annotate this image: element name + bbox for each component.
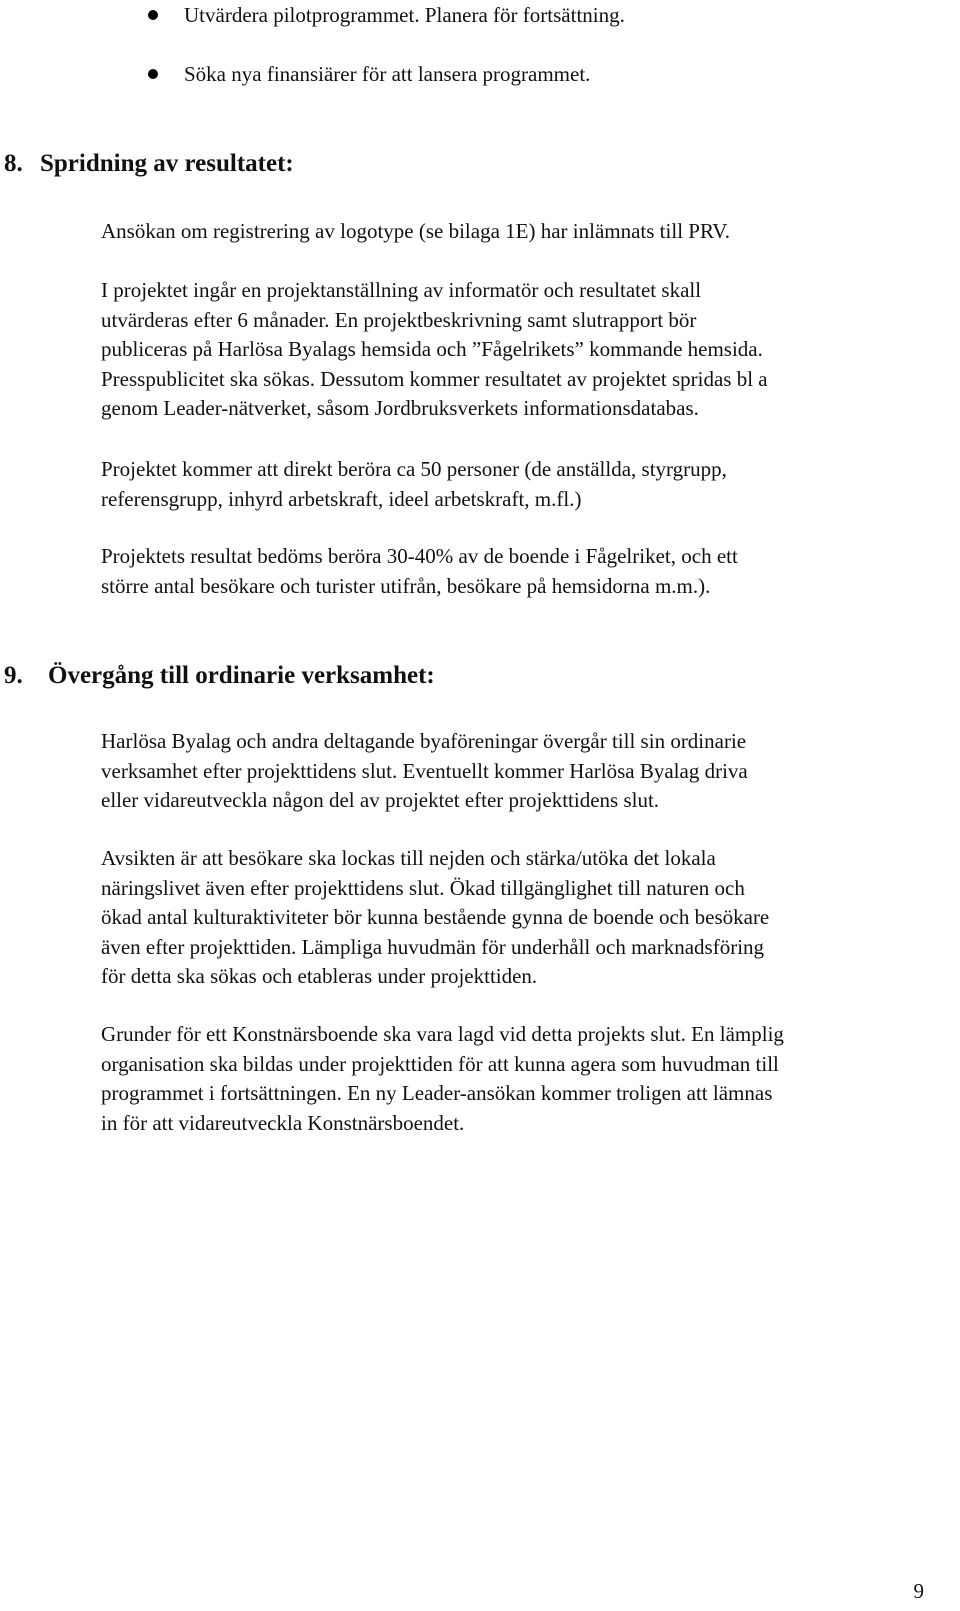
text-line: för detta ska sökas och etableras under projekttiden.: [101, 964, 538, 988]
bullet-dot-icon: [148, 10, 158, 20]
paragraph: [101, 727, 941, 816]
text-line: Presspublicitet ska sökas. Dessutom kommer resultatet av projektet spridas bl a: [101, 366, 768, 391]
text-line: Avsikten är att besökare ska lockas till nejden och stärka/utöka det lokala: [101, 846, 716, 870]
text-line: Projektet kommer att direkt beröra ca 50 personer (de anställda, styrgrupp,: [101, 457, 727, 481]
section-title: Spridning av resultatet:: [40, 150, 294, 177]
text-line: Grunder för ett Konstnärsboende ska vara lagd vid detta projekts slut. En lämplig: [101, 1022, 784, 1046]
paragraph: [101, 844, 941, 992]
paragraph: [101, 542, 941, 601]
paragraph: [101, 455, 941, 514]
text-line: publiceras på Harlösa Byalags hemsida och ”Fågelrikets” kommande hemsida.: [101, 337, 763, 361]
text-line: även efter projekttiden. Lämpliga huvudmän för underhåll och marknadsföring: [101, 934, 765, 959]
paragraph: [101, 1020, 941, 1138]
text-line: ökad antal kulturaktiviteter bör kunna bestående gynna de boende och besökare: [101, 905, 770, 929]
paragraph: [101, 276, 941, 424]
text-line: programmet i fortsättningen. En ny Leader-ansökan kommer troligen att lämnas: [101, 1081, 773, 1105]
text-line: utvärderas efter 6 månader. En projektbeskrivning samt slutrapport bör: [101, 307, 697, 332]
bullet-text: Utvärdera pilotprogrammet. Planera för fortsättning.: [184, 3, 625, 27]
text-line: Projektets resultat bedöms beröra 30-40% av de boende i Fågelriket, och ett: [101, 544, 738, 568]
section-number: 9.: [4, 662, 23, 689]
text-line: genom Leader-nätverket, såsom Jordbruksverkets informationsdatabas.: [101, 396, 699, 420]
bullet-dot-icon: [148, 69, 158, 79]
text-line: eller vidareutveckla någon del av projektet efter projekttidens slut.: [101, 788, 660, 812]
paragraph: [101, 217, 941, 247]
text-line: organisation ska bildas under projekttiden för att kunna agera som huvudman till: [101, 1051, 779, 1076]
text-line: in för att vidareutveckla Konstnärsboendet.: [101, 1110, 465, 1135]
section-number: 8.: [4, 150, 23, 177]
page-number: 9: [913, 1579, 924, 1603]
bullet-text: Söka nya finansiärer för att lansera programmet.: [184, 62, 591, 86]
text-line: I projektet ingår en projektanställning av informatör och resultatet skall: [101, 278, 702, 302]
text-line: större antal besökare och turister utifrån, besökare på hemsidorna m.m.).: [101, 573, 711, 598]
text-line: Ansökan om registrering av logotype (se bilaga 1E) har inlämnats till PRV.: [101, 219, 730, 243]
text-line: referensgrupp, inhyrd arbetskraft, ideel arbetskraft, m.fl.): [101, 486, 582, 511]
text-line: verksamhet efter projekttidens slut. Eventuellt kommer Harlösa Byalag driva: [101, 758, 748, 783]
section-title: Övergång till ordinarie verksamhet:: [48, 662, 435, 689]
text-line: Harlösa Byalag och andra deltagande byaföreningar övergår till sin ordinarie: [101, 729, 747, 753]
text-line: näringslivet även efter projekttidens slut. Ökad tillgänglighet till naturen och: [101, 875, 745, 900]
